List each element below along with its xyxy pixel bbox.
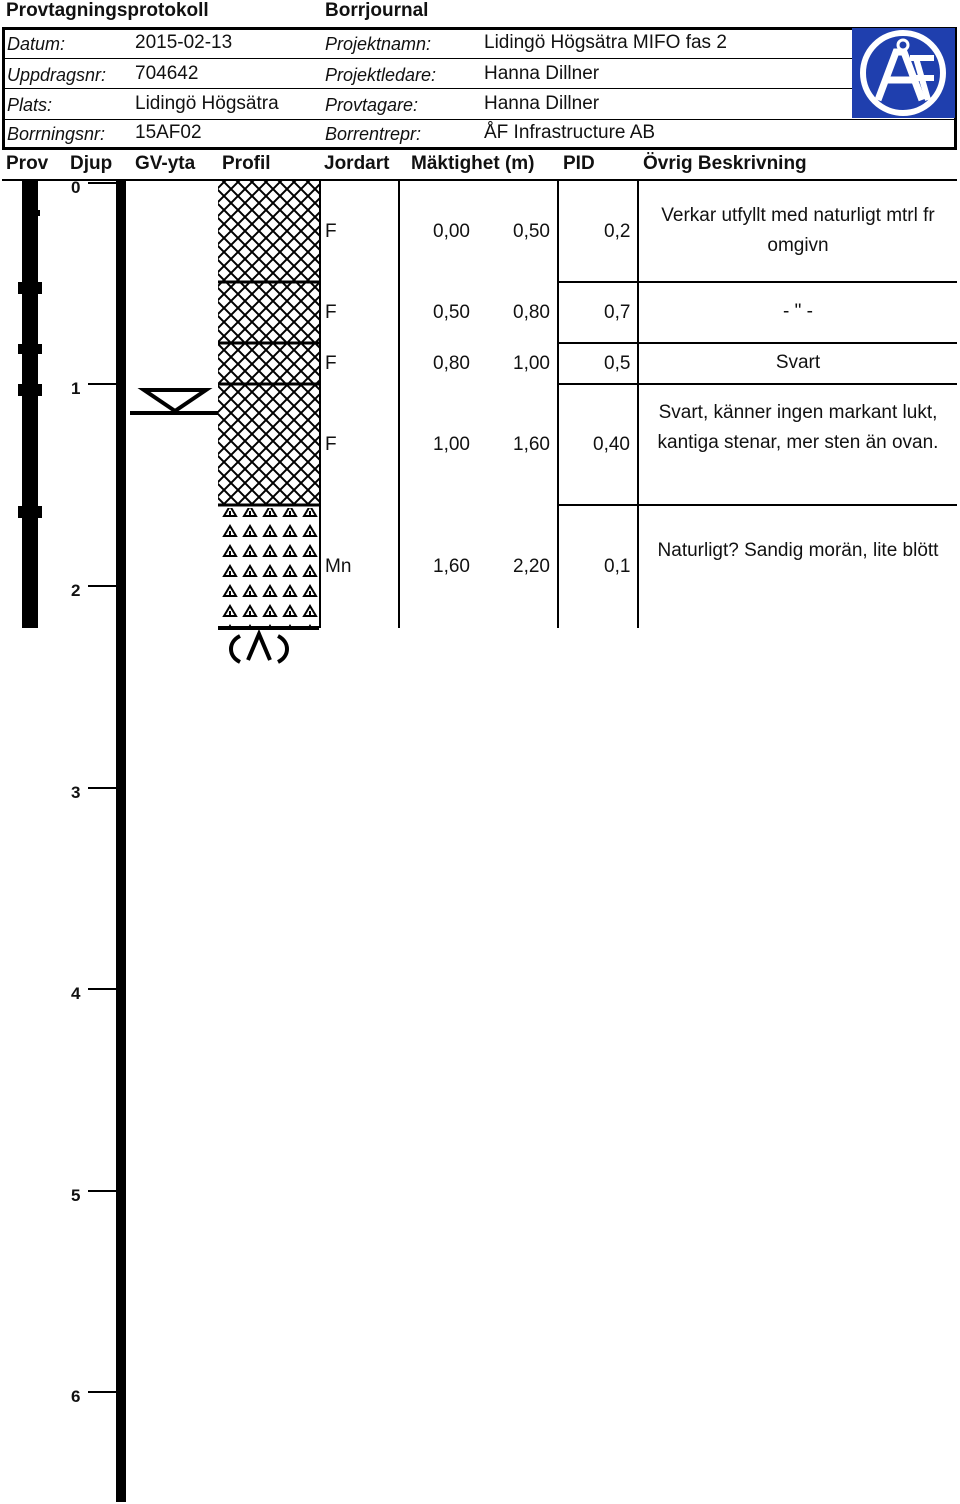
projektnamn-label: Projektnamn:	[325, 34, 432, 54]
layer-from: 1,00	[433, 434, 470, 455]
layer-description: Verkar utfyllt med naturligt mtrl fr omgivn	[661, 205, 935, 256]
layer-from: 0,80	[433, 353, 470, 374]
depth-tick-label: 2	[71, 581, 81, 600]
plats-value: Lidingö Högsätra	[135, 93, 279, 114]
layer-jordart: F	[325, 353, 337, 374]
col-pid: PID	[563, 153, 595, 174]
depth-tick-label: 1	[71, 379, 81, 398]
depth-tick-label: 5	[71, 1186, 81, 1205]
layer-description: Svart, känner ingen markant lukt, kantiga stenar, mer sten än ovan.	[657, 402, 939, 453]
projektledare-value: Hanna Dillner	[484, 63, 600, 84]
plats-label: Plats:	[7, 95, 53, 115]
layer-pid: 0,2	[604, 221, 631, 242]
borrningsnr-label: Borrningsnr:	[7, 124, 106, 144]
rock-stop-icon	[231, 634, 287, 662]
layer-description: - " -	[783, 301, 813, 322]
col-maktighet: Mäktighet (m)	[411, 153, 535, 174]
sample-column	[18, 181, 42, 628]
layer-pid: 0,7	[604, 302, 631, 323]
provtagare-label: Provtagare:	[325, 95, 419, 115]
layer-from: 0,00	[433, 221, 470, 242]
col-jordart: Jordart	[324, 153, 390, 174]
col-djup: Djup	[70, 153, 113, 174]
layer-jordart: F	[325, 221, 337, 242]
projektnamn-value: Lidingö Högsätra MIFO fas 2	[484, 32, 727, 53]
projektledare-label: Projektledare:	[325, 65, 437, 85]
depth-tick-label: 6	[71, 1387, 81, 1406]
uppdragsnr-value: 704642	[135, 63, 199, 84]
layer-from: 0,50	[433, 302, 470, 323]
layer-to: 1,00	[513, 353, 550, 374]
provtagare-value: Hanna Dillner	[484, 93, 600, 114]
datum-value: 2015-02-13	[135, 32, 233, 53]
groundwater-level-icon	[130, 390, 218, 413]
col-profil: Profil	[222, 153, 271, 174]
borrentrepr-label: Borrentrepr:	[325, 124, 422, 144]
uppdragsnr-label: Uppdragsnr:	[7, 65, 107, 85]
layer-description: Svart	[775, 352, 821, 373]
borrningsnr-value: 15AF02	[135, 122, 202, 143]
depth-axis	[88, 181, 126, 1502]
col-gvyta: GV-yta	[135, 153, 196, 174]
layer-to: 2,20	[513, 556, 550, 577]
layer-to: 0,80	[513, 302, 550, 323]
datum-label: Datum:	[7, 34, 66, 54]
col-prov: Prov	[6, 153, 49, 174]
layer-jordart: F	[325, 302, 337, 323]
col-beskrivning: Övrig Beskrivning	[643, 153, 807, 174]
depth-tick-label: 4	[71, 984, 81, 1003]
layer-jordart: Mn	[325, 556, 352, 577]
profile-column	[218, 181, 319, 628]
layer-jordart: F	[325, 434, 337, 455]
depth-tick-label: 0	[71, 178, 81, 197]
layer-pid: 0,1	[604, 556, 631, 577]
layer-from: 1,60	[433, 556, 470, 577]
depth-tick-label: 3	[71, 783, 81, 802]
protocol-title: Provtagningsprotokoll	[6, 0, 209, 21]
borrjournal-title: Borrjournal	[325, 0, 429, 21]
borrentrepr-value: ÅF Infrastructure AB	[484, 122, 656, 143]
layer-to: 0,50	[513, 221, 550, 242]
layer-pid: 0,40	[593, 434, 630, 455]
layer-to: 1,60	[513, 434, 550, 455]
layer-description: Naturligt? Sandig morän, lite blött	[657, 540, 939, 561]
layer-pid: 0,5	[604, 353, 631, 374]
